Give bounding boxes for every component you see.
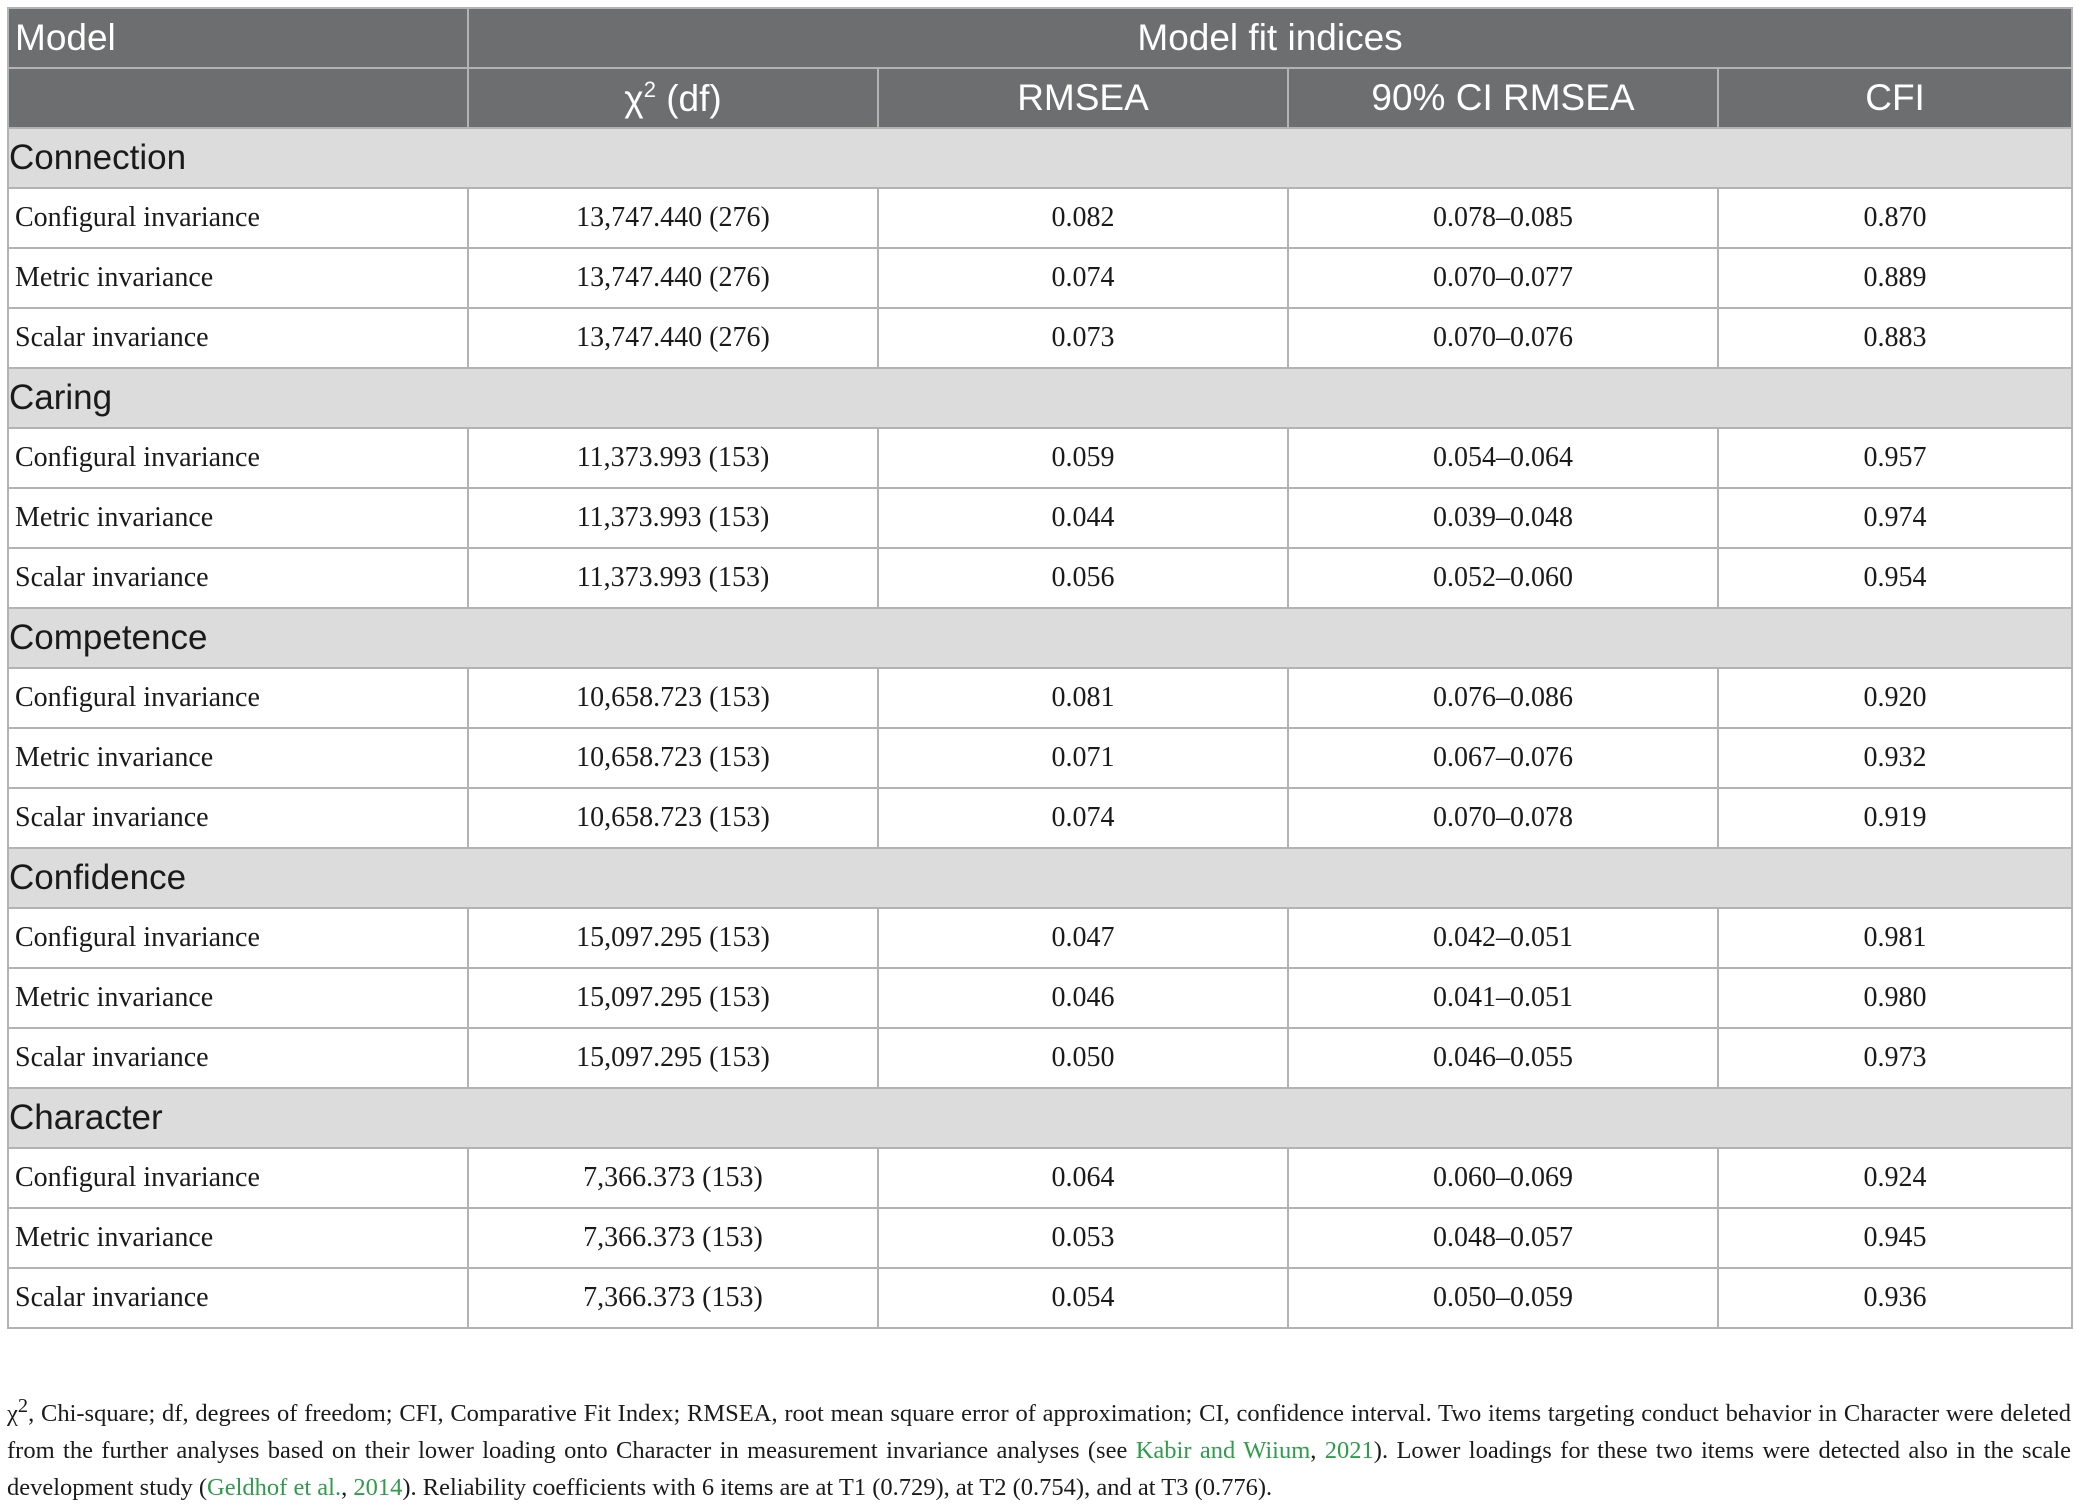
footnote-text-1: , Chi-square; df, degrees of freedom; CFI, Comparative Fit Index; RMSEA, root mean square error of approximation; CI, confidence interval. Two items targeting conduct behavior in Character were deleted from the further analyses based on their lower loading onto Character in measurement invariance analyses (see bbox=[7, 1400, 2071, 1465]
footnote-chi-exponent: 2 bbox=[17, 1395, 29, 1417]
chi-symbol: χ bbox=[624, 77, 644, 119]
cell-ci: 0.048–0.057 bbox=[1288, 1208, 1718, 1268]
cell-rmsea: 0.047 bbox=[878, 908, 1288, 968]
cell-chi: 10,658.723 (153) bbox=[468, 728, 878, 788]
row-label: Metric invariance bbox=[8, 248, 468, 308]
cell-rmsea: 0.081 bbox=[878, 668, 1288, 728]
cell-ci: 0.070–0.078 bbox=[1288, 788, 1718, 848]
cell-chi: 10,658.723 (153) bbox=[468, 788, 878, 848]
cell-cfi: 0.883 bbox=[1718, 308, 2072, 368]
cell-rmsea: 0.073 bbox=[878, 308, 1288, 368]
cell-ci: 0.046–0.055 bbox=[1288, 1028, 1718, 1088]
model-fit-table bbox=[7, 7, 2073, 1329]
cell-cfi: 0.954 bbox=[1718, 548, 2072, 608]
header-row-sub bbox=[8, 68, 2072, 128]
cell-ci: 0.067–0.076 bbox=[1288, 728, 1718, 788]
cell-cfi: 0.973 bbox=[1718, 1028, 2072, 1088]
cell-chi: 7,366.373 (153) bbox=[468, 1148, 878, 1208]
table-row bbox=[8, 1208, 2072, 1268]
cell-ci: 0.070–0.076 bbox=[1288, 308, 1718, 368]
chi-exponent: 2 bbox=[643, 76, 656, 102]
table-row bbox=[8, 188, 2072, 248]
cell-ci: 0.076–0.086 bbox=[1288, 668, 1718, 728]
cell-cfi: 0.919 bbox=[1718, 788, 2072, 848]
cell-chi: 13,747.440 (276) bbox=[468, 188, 878, 248]
table-row bbox=[8, 668, 2072, 728]
table-row bbox=[8, 548, 2072, 608]
cell-ci: 0.078–0.085 bbox=[1288, 188, 1718, 248]
header-rmsea: RMSEA bbox=[878, 68, 1288, 128]
cell-rmsea: 0.056 bbox=[878, 548, 1288, 608]
cell-chi: 7,366.373 (153) bbox=[468, 1208, 878, 1268]
citation-link-kabir-wiium[interactable]: Kabir and Wiium bbox=[1135, 1437, 1311, 1465]
cell-rmsea: 0.044 bbox=[878, 488, 1288, 548]
table-row bbox=[8, 1268, 2072, 1328]
row-label: Scalar invariance bbox=[8, 308, 468, 368]
citation-link-kabir-wiium-year[interactable]: 2021 bbox=[1324, 1437, 1374, 1465]
footnote-sep-2: , bbox=[341, 1474, 354, 1502]
cell-cfi: 0.957 bbox=[1718, 428, 2072, 488]
row-label: Configural invariance bbox=[8, 428, 468, 488]
header-model: Model bbox=[8, 8, 468, 68]
section-row-competence bbox=[8, 608, 2072, 668]
cell-cfi: 0.870 bbox=[1718, 188, 2072, 248]
footnote-text-2: ). Lower loadings for these two items were detected also in the scale development study ( bbox=[7, 1437, 2072, 1502]
chi-suffix: (df) bbox=[655, 77, 722, 119]
row-label: Scalar invariance bbox=[8, 548, 468, 608]
cell-chi: 15,097.295 (153) bbox=[468, 968, 878, 1028]
cell-chi: 13,747.440 (276) bbox=[468, 308, 878, 368]
cell-rmsea: 0.074 bbox=[878, 248, 1288, 308]
row-label: Metric invariance bbox=[8, 728, 468, 788]
header-ci-rmsea: 90% CI RMSEA bbox=[1288, 68, 1718, 128]
citation-link-geldhof[interactable]: Geldhof et al. bbox=[207, 1474, 342, 1502]
cell-ci: 0.042–0.051 bbox=[1288, 908, 1718, 968]
row-label: Configural invariance bbox=[8, 188, 468, 248]
table-row bbox=[8, 1028, 2072, 1088]
table-row bbox=[8, 728, 2072, 788]
cell-ci: 0.052–0.060 bbox=[1288, 548, 1718, 608]
cell-chi: 11,373.993 (153) bbox=[468, 548, 878, 608]
section-title: Competence bbox=[8, 608, 2072, 668]
row-label: Scalar invariance bbox=[8, 1268, 468, 1328]
cell-rmsea: 0.064 bbox=[878, 1148, 1288, 1208]
cell-chi: 15,097.295 (153) bbox=[468, 1028, 878, 1088]
citation-link-geldhof-year[interactable]: 2014 bbox=[353, 1474, 403, 1502]
section-title: Caring bbox=[8, 368, 2072, 428]
row-label: Metric invariance bbox=[8, 1208, 468, 1268]
cell-chi: 11,373.993 (153) bbox=[468, 428, 878, 488]
footnote-sep-1: , bbox=[1310, 1437, 1325, 1465]
table-row bbox=[8, 1148, 2072, 1208]
cell-ci: 0.050–0.059 bbox=[1288, 1268, 1718, 1328]
row-label: Configural invariance bbox=[8, 1148, 468, 1208]
footnote-text-3: ). Reliability coefficients with 6 items are at T1 (0.729), at T2 (0.754), and at T3 (0.776). bbox=[402, 1474, 1273, 1502]
cell-rmsea: 0.050 bbox=[878, 1028, 1288, 1088]
cell-cfi: 0.981 bbox=[1718, 908, 2072, 968]
cell-ci: 0.041–0.051 bbox=[1288, 968, 1718, 1028]
cell-rmsea: 0.082 bbox=[878, 188, 1288, 248]
header-blank bbox=[8, 68, 468, 128]
cell-ci: 0.039–0.048 bbox=[1288, 488, 1718, 548]
cell-cfi: 0.945 bbox=[1718, 1208, 2072, 1268]
footnote-chi-symbol: χ bbox=[7, 1400, 18, 1428]
row-label: Configural invariance bbox=[8, 668, 468, 728]
section-title: Character bbox=[8, 1088, 2072, 1148]
section-row-confidence bbox=[8, 848, 2072, 908]
row-label: Metric invariance bbox=[8, 488, 468, 548]
cell-rmsea: 0.074 bbox=[878, 788, 1288, 848]
cell-rmsea: 0.053 bbox=[878, 1208, 1288, 1268]
table-body bbox=[8, 128, 2072, 1328]
table-row bbox=[8, 968, 2072, 1028]
cell-chi: 13,747.440 (276) bbox=[468, 248, 878, 308]
table-row bbox=[8, 308, 2072, 368]
cell-cfi: 0.974 bbox=[1718, 488, 2072, 548]
table-row bbox=[8, 428, 2072, 488]
cell-chi: 11,373.993 (153) bbox=[468, 488, 878, 548]
table-row bbox=[8, 908, 2072, 968]
row-label: Scalar invariance bbox=[8, 788, 468, 848]
cell-rmsea: 0.046 bbox=[878, 968, 1288, 1028]
section-row-character bbox=[8, 1088, 2072, 1148]
cell-rmsea: 0.054 bbox=[878, 1268, 1288, 1328]
cell-cfi: 0.889 bbox=[1718, 248, 2072, 308]
cell-cfi: 0.920 bbox=[1718, 668, 2072, 728]
table-row bbox=[8, 788, 2072, 848]
row-label: Scalar invariance bbox=[8, 1028, 468, 1088]
section-row-caring bbox=[8, 368, 2072, 428]
header-chi-square bbox=[468, 68, 878, 128]
header-model-fit-indices: Model fit indices bbox=[468, 8, 2072, 68]
table-row bbox=[8, 488, 2072, 548]
cell-rmsea: 0.059 bbox=[878, 428, 1288, 488]
cell-chi: 10,658.723 (153) bbox=[468, 668, 878, 728]
cell-cfi: 0.924 bbox=[1718, 1148, 2072, 1208]
cell-chi: 7,366.373 (153) bbox=[468, 1268, 878, 1328]
cell-ci: 0.054–0.064 bbox=[1288, 428, 1718, 488]
header-row-top bbox=[8, 8, 2072, 68]
section-title: Confidence bbox=[8, 848, 2072, 908]
header-cfi: CFI bbox=[1718, 68, 2072, 128]
cell-cfi: 0.932 bbox=[1718, 728, 2072, 788]
row-label: Metric invariance bbox=[8, 968, 468, 1028]
cell-ci: 0.070–0.077 bbox=[1288, 248, 1718, 308]
cell-chi: 15,097.295 (153) bbox=[468, 908, 878, 968]
section-title: Connection bbox=[8, 128, 2072, 188]
cell-ci: 0.060–0.069 bbox=[1288, 1148, 1718, 1208]
cell-cfi: 0.980 bbox=[1718, 968, 2072, 1028]
table-footnote bbox=[7, 1388, 2071, 1506]
row-label: Configural invariance bbox=[8, 908, 468, 968]
section-row-connection bbox=[8, 128, 2072, 188]
table-row bbox=[8, 248, 2072, 308]
cell-cfi: 0.936 bbox=[1718, 1268, 2072, 1328]
cell-rmsea: 0.071 bbox=[878, 728, 1288, 788]
